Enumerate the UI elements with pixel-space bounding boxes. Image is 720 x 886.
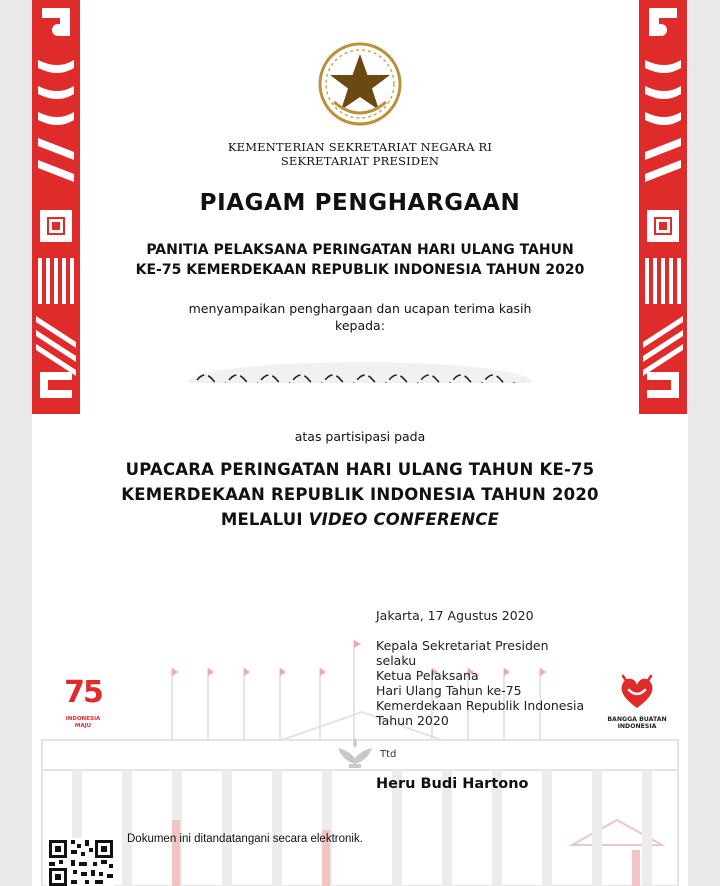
event-name — [32, 457, 688, 532]
committee-name — [32, 240, 688, 280]
right-page-margin — [688, 0, 720, 886]
heart-hands-icon — [617, 672, 657, 712]
role-line-6: Tahun 2020 — [376, 713, 449, 728]
logo-text-1: INDONESIA — [65, 716, 101, 722]
bangga-buatan-indonesia-logo — [605, 672, 669, 730]
event-line-3-italic: VIDEO CONFERENCE — [308, 510, 500, 529]
event-line-2: KEMERDEKAAN REPUBLIK INDONESIA TAHUN 2020 — [121, 485, 599, 504]
electronic-signature-note: Dokumen ini ditandatangani secara elektronik. — [127, 833, 363, 845]
hut-ri-75-logo — [60, 676, 106, 730]
event-line-3 — [32, 507, 688, 532]
certificate-title: PIAGAM PENGHARGAAN — [199, 190, 521, 216]
role-line-4: Hari Ulang Tahun ke-75 — [376, 683, 522, 698]
ministry-name: KEMENTERIAN SEKRETARIAT NEGARA RI — [227, 140, 493, 154]
role-line-5: Kemerdekaan Republik Indonesia — [376, 698, 585, 713]
logo-text-2: MAJU — [74, 723, 92, 729]
verification-qr-code[interactable] — [47, 838, 115, 886]
logo-text-2: INDONESIA — [617, 723, 657, 730]
event-line-1: UPACARA PERINGATAN HARI ULANG TAHUN KE-75 — [125, 460, 595, 479]
appreciation-line-1: menyampaikan penghargaan dan ucapan terima kasih — [188, 301, 532, 316]
signer-role — [376, 638, 584, 728]
role-line-1: Kepala Sekretariat Presiden — [376, 638, 549, 653]
issuing-institution — [32, 140, 688, 168]
office-name: SEKRETARIAT PRESIDEN — [280, 154, 440, 168]
committee-line-2: KE-75 KEMERDEKAAN REPUBLIK INDONESIA TAHUN 2020 — [135, 262, 585, 278]
role-line-3: Ketua Pelaksana — [376, 668, 479, 683]
place-date: Jakarta, 17 Agustus 2020 — [376, 608, 534, 623]
participation-text: atas partisipasi pada — [294, 429, 426, 444]
appreciation-line-2: kepada: — [335, 318, 385, 333]
garuda-watermark-icon — [334, 734, 376, 772]
signer-name: Heru Budi Hartono — [376, 776, 529, 792]
role-line-2: selaku — [376, 653, 417, 668]
left-page-margin — [0, 0, 32, 886]
ttd-mark: Ttd — [380, 749, 397, 760]
event-line-3-prefix: MELALUI — [220, 510, 303, 529]
logo-text-1: BANGGA BUATAN — [607, 716, 667, 723]
committee-line-1: PANITIA PELAKSANA PERINGATAN HARI ULANG TAHUN — [146, 242, 574, 258]
state-secretariat-emblem — [316, 40, 404, 128]
appreciation-text — [32, 300, 688, 334]
redacted-recipient-name — [185, 354, 535, 404]
logo-number: 75 — [64, 675, 102, 710]
